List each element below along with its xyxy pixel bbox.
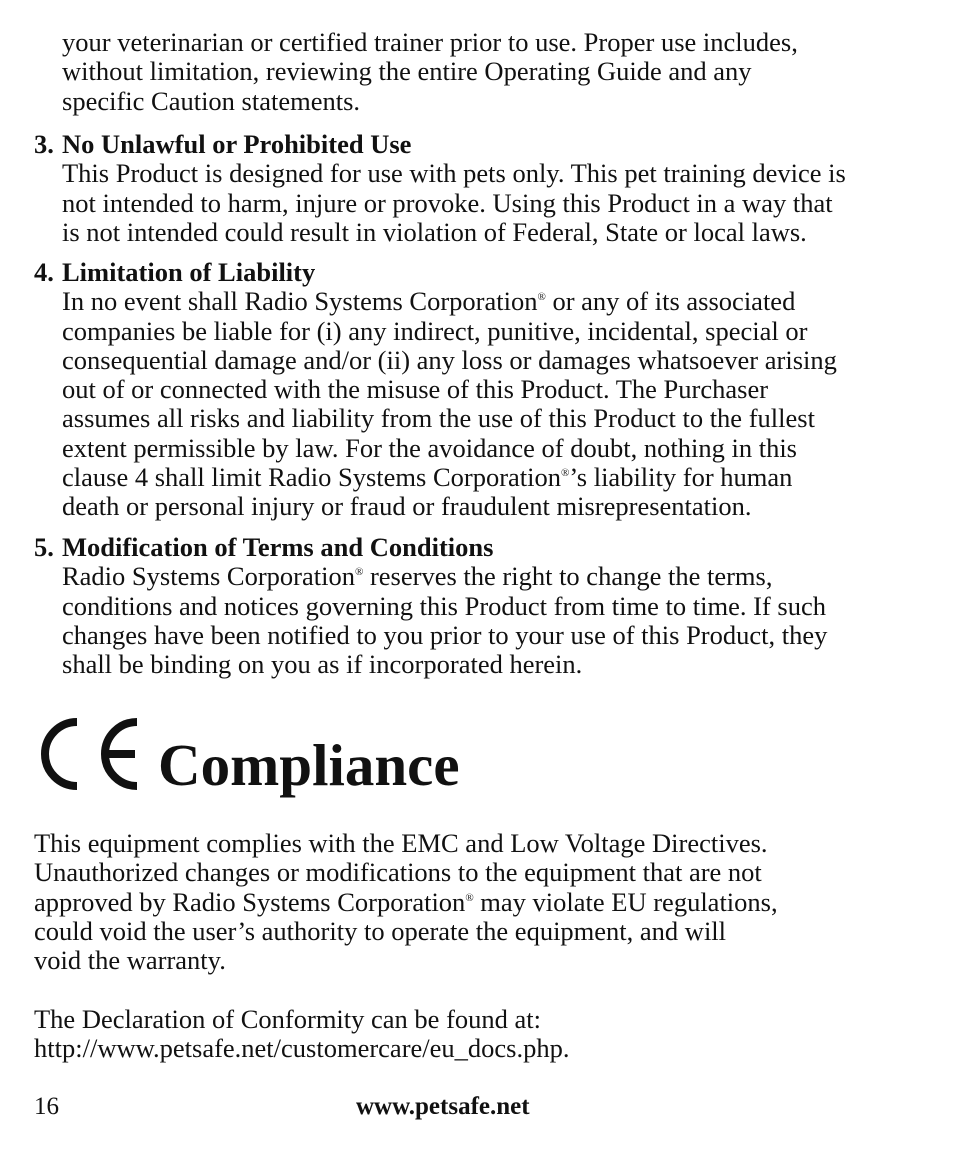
section-line: out of or connected with the misuse of this Product. The Purchaser [62, 374, 769, 405]
registered-mark: ® [465, 891, 474, 904]
section-heading [34, 130, 934, 159]
declaration-line: The Declaration of Conformity can be found at: [34, 1004, 542, 1034]
text-run: Radio Systems Corporation [62, 561, 355, 592]
page-number: 16 [34, 1093, 59, 1120]
intro-paragraph [62, 28, 932, 116]
section-modification-of-terms [34, 533, 934, 679]
text-run: reserves the right to change the terms, [363, 561, 773, 592]
compliance-line: Unauthorized changes or modifications to the equipment that are not [34, 857, 762, 888]
registered-mark: ® [354, 566, 364, 579]
section-limitation-of-liability [34, 258, 934, 522]
section-line: not intended to harm, injure or provoke. Using this Product in a way that [62, 187, 833, 218]
section-line: shall be binding on you as if incorporated herein. [62, 649, 583, 680]
section-title: No Unlawful or Prohibited Use [62, 129, 412, 159]
section-line [62, 562, 934, 591]
text-run: or any of its associated [545, 286, 796, 317]
compliance-header [33, 712, 733, 812]
section-no-unlawful-use [34, 130, 934, 247]
section-line: consequential damage and/or (ii) any loss or damages whatsoever arising [62, 344, 837, 375]
footer-website: www.petsafe.net [356, 1093, 530, 1120]
section-body [62, 287, 934, 521]
compliance-line [34, 888, 934, 917]
section-line [62, 287, 934, 316]
section-line: assumes all risks and liability from the use of this Product to the fullest [62, 403, 815, 434]
text-run: In no event shall Radio Systems Corporation [62, 286, 538, 317]
section-title: Limitation of Liability [62, 257, 316, 287]
text-run: clause 4 shall limit Radio Systems Corporation [62, 462, 562, 493]
compliance-line: void the warranty. [34, 945, 226, 976]
section-line: This Product is designed for use with pets only. This pet training device is [62, 158, 846, 189]
intro-line: without limitation, reviewing the entire Operating Guide and any [62, 56, 752, 87]
compliance-line: could void the user’s authority to operate the equipment, and will [34, 915, 727, 946]
section-line: companies be liable for (i) any indirect, punitive, incidental, special or [62, 315, 808, 346]
section-heading [34, 258, 934, 287]
section-line: extent permissible by law. For the avoidance of doubt, nothing in this [62, 432, 797, 463]
section-number: 4. [34, 257, 54, 287]
registered-mark: ® [561, 467, 570, 480]
intro-line: your veterinarian or certified trainer prior to use. Proper use includes, [62, 27, 798, 57]
text-run: ’s liability for human [569, 462, 793, 493]
registered-mark: ® [537, 291, 546, 304]
compliance-line: This equipment complies with the EMC and Low Voltage Directives. [34, 828, 768, 858]
intro-line: specific Caution statements. [62, 85, 361, 116]
declaration-url: http://www.petsafe.net/customercare/eu_docs.php. [34, 1033, 570, 1064]
section-title: Modification of Terms and Conditions [62, 532, 494, 562]
text-run: approved by Radio Systems Corporation [34, 886, 466, 917]
section-number: 3. [34, 129, 54, 159]
compliance-title: Compliance [158, 732, 460, 798]
section-heading [34, 533, 934, 562]
declaration-paragraph [34, 1005, 934, 1064]
ce-mark-icon [33, 714, 143, 794]
section-body [62, 159, 934, 247]
compliance-paragraph [34, 829, 934, 975]
section-line: conditions and notices governing this Product from time to time. If such [62, 590, 826, 621]
section-body [62, 562, 934, 679]
section-line [62, 463, 934, 492]
text-run: may violate EU regulations, [473, 886, 778, 917]
section-line: death or personal injury or fraud or fraudulent misrepresentation. [62, 491, 752, 522]
section-line: is not intended could result in violation of Federal, State or local laws. [62, 216, 807, 247]
section-number: 5. [34, 532, 54, 562]
section-line: changes have been notified to you prior to your use of this Product, they [62, 619, 828, 650]
